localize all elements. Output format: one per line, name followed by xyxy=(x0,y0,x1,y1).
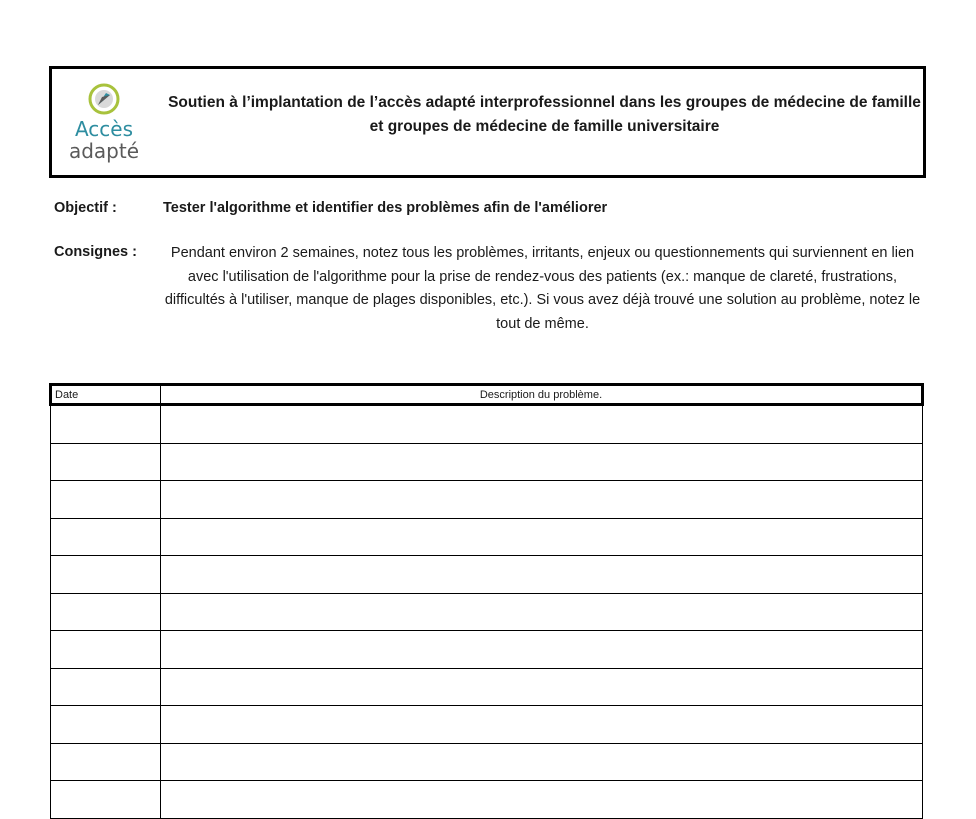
description-cell[interactable] xyxy=(161,593,923,631)
instructions-label: Consignes : xyxy=(54,244,137,260)
table-row xyxy=(51,631,923,669)
description-cell[interactable] xyxy=(161,443,923,481)
date-cell[interactable] xyxy=(51,706,161,744)
description-cell[interactable] xyxy=(161,743,923,781)
description-cell[interactable] xyxy=(161,481,923,519)
date-cell[interactable] xyxy=(51,631,161,669)
date-cell[interactable] xyxy=(51,668,161,706)
table-row xyxy=(51,443,923,481)
header-box xyxy=(49,66,926,178)
document-title: Soutien à l’implantation de l’accès adapté interprofessionnel dans les groupes de médecine de famille et groupes de médecine de famille universitaire xyxy=(168,94,921,135)
table-row xyxy=(51,593,923,631)
objective-label: Objectif : xyxy=(54,200,117,216)
table-row xyxy=(51,781,923,819)
description-cell[interactable] xyxy=(161,706,923,744)
logo-text-line2: adapté xyxy=(68,139,140,163)
date-cell[interactable] xyxy=(51,405,161,444)
table-row xyxy=(51,405,923,444)
date-cell[interactable] xyxy=(51,443,161,481)
description-cell[interactable] xyxy=(161,405,923,444)
description-cell[interactable] xyxy=(161,631,923,669)
acces-adapte-logo xyxy=(64,79,144,169)
compass-logo-icon xyxy=(64,79,144,119)
description-cell[interactable] xyxy=(161,518,923,556)
logo-text-line1: Accès xyxy=(74,117,134,141)
table-row xyxy=(51,668,923,706)
table-header-row xyxy=(51,385,923,405)
table-row xyxy=(51,481,923,519)
table-row xyxy=(51,556,923,594)
date-cell[interactable] xyxy=(51,518,161,556)
description-cell[interactable] xyxy=(161,781,923,819)
description-cell[interactable] xyxy=(161,556,923,594)
column-header-description: Description du problème. xyxy=(161,385,923,405)
date-cell[interactable] xyxy=(51,743,161,781)
description-cell[interactable] xyxy=(161,668,923,706)
column-header-date: Date xyxy=(51,385,161,405)
date-cell[interactable] xyxy=(51,593,161,631)
table-row xyxy=(51,706,923,744)
date-cell[interactable] xyxy=(51,556,161,594)
table-body xyxy=(51,405,923,819)
date-cell[interactable] xyxy=(51,481,161,519)
problem-log-table xyxy=(49,383,924,819)
instructions-text: Pendant environ 2 semaines, notez tous les problèmes, irritants, enjeux ou questionnements qui surviennent en lien avec l'utilisation de l'algorithme pour la prise de rendez-vous des patients (ex.: manque de clareté, frustrations, difficultés à l'utiliser, manque de plages disponibles, etc.). Si vous avez déjà trouvé une solution au problème, notez le tout de même. xyxy=(164,245,921,332)
table-row xyxy=(51,743,923,781)
table-row xyxy=(51,518,923,556)
objective-text: Tester l'algorithme et identifier des problèmes afin de l'améliorer xyxy=(163,200,608,216)
date-cell[interactable] xyxy=(51,781,161,819)
